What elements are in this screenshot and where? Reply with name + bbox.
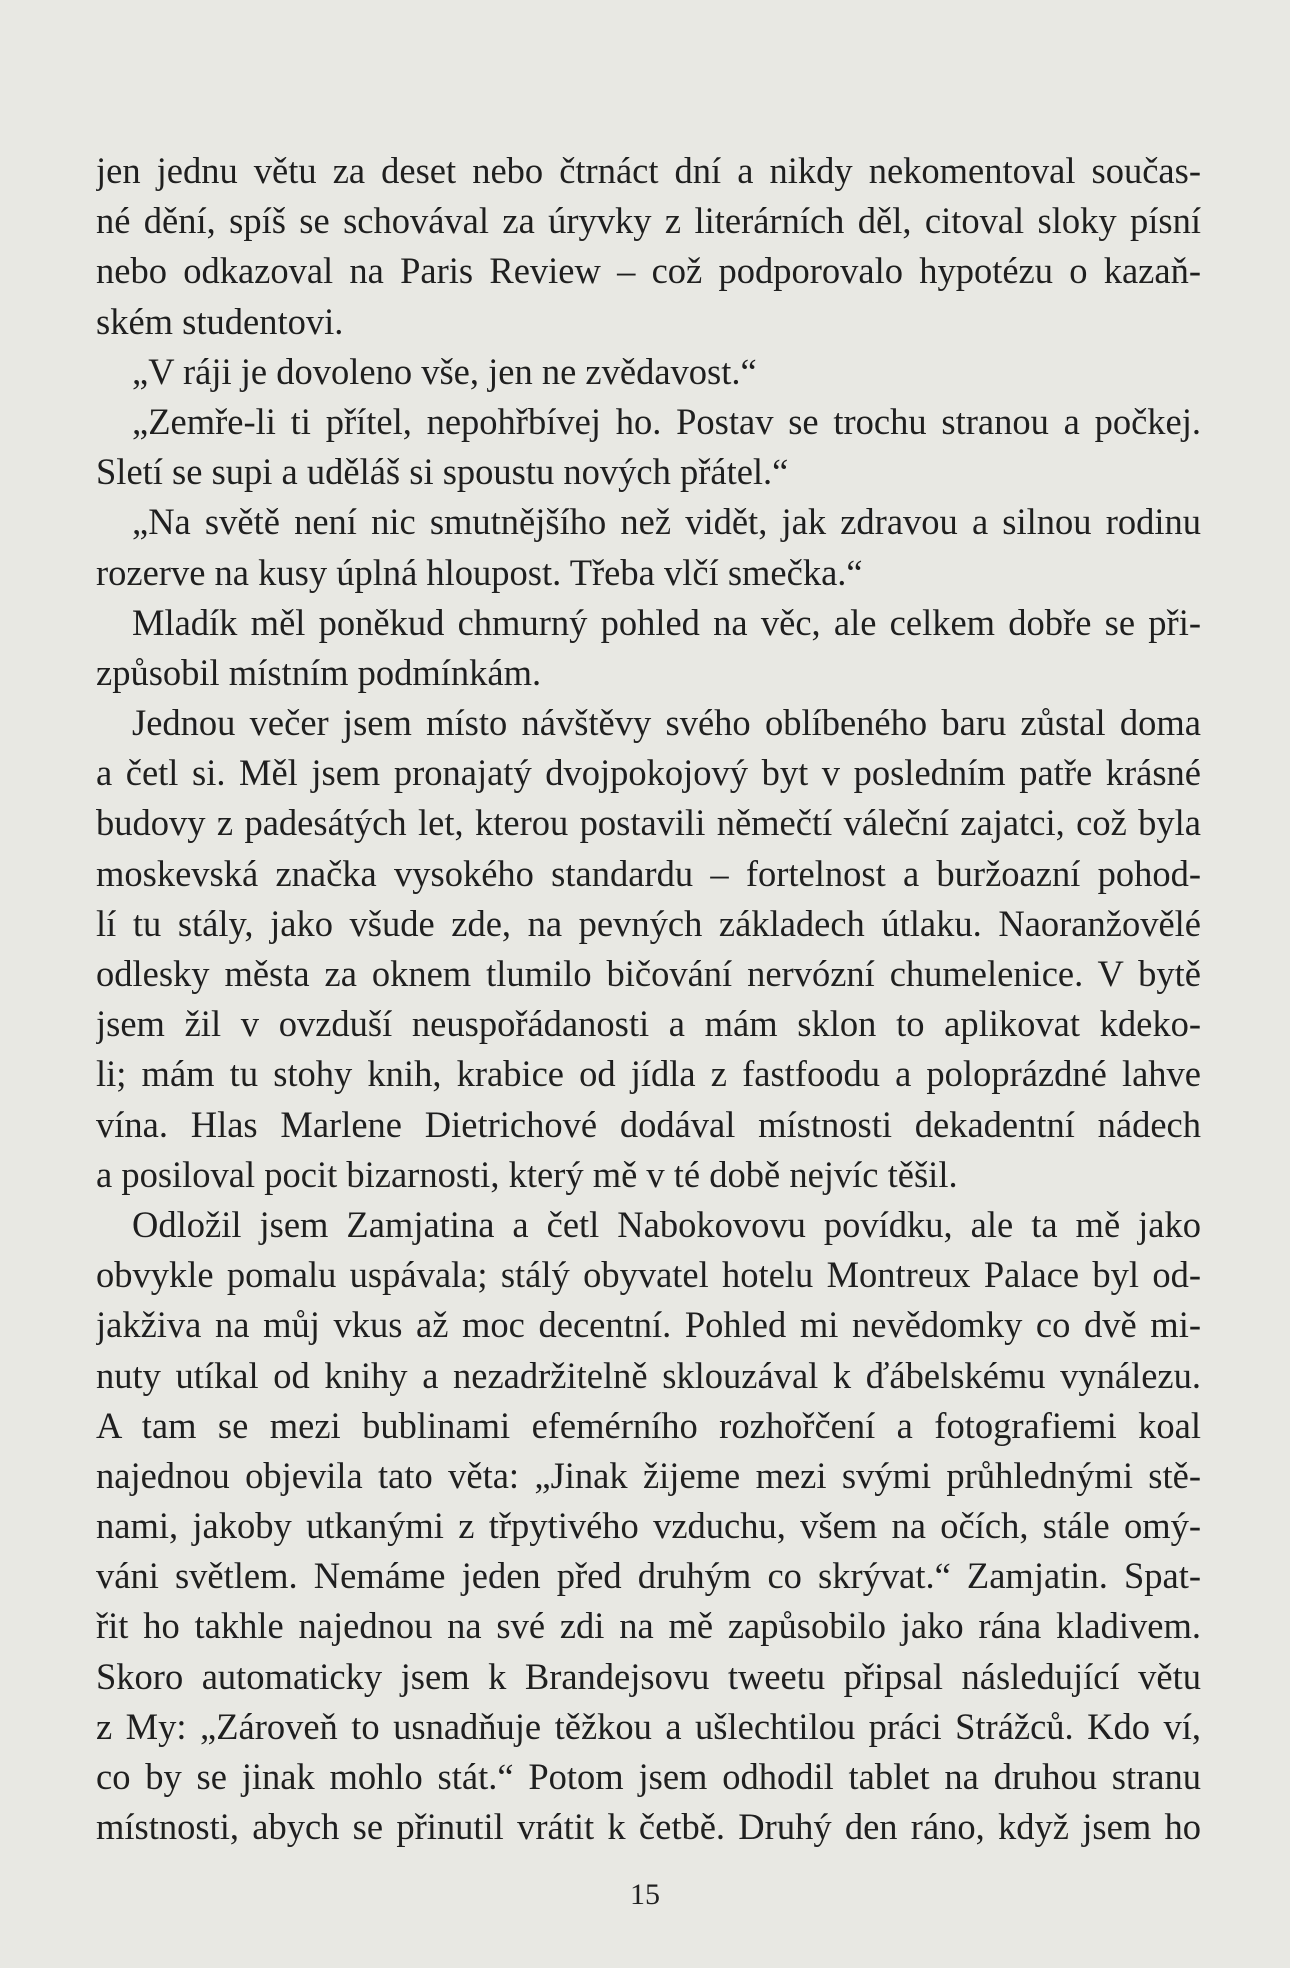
text-line: Jednou večer jsem místo návštěvy svého oblíbeného baru zůstal doma (132, 702, 1201, 744)
text-line: né dění, spíš se schovával za úryvky z literárních děl, citoval sloky písní (96, 200, 1201, 242)
text-line: jsem žil v ovzduší neuspořádanosti a mám sklon to aplikovat kdeko- (96, 1003, 1201, 1045)
text-line: moskevská značka vysokého standardu – fortelnost a buržoazní pohod- (96, 852, 1201, 894)
text-line: váni světlem. Nemáme jeden před druhým co skrývat.“ Zamjatin. Spat- (96, 1555, 1201, 1597)
body-text (96, 146, 1201, 1852)
text-line: nebo odkazoval na Paris Review – což podporovalo hypotézu o kazaň- (96, 250, 1201, 292)
text-line: odlesky města za oknem tlumilo bičování nervózní chumelenice. V bytě (96, 953, 1201, 994)
text-line: jen jednu větu za deset nebo čtrnáct dní a nikdy nekomentoval součas- (96, 150, 1201, 191)
text-line: rozerve na kusy úplná hloupost. Třeba vlčí smečka.“ (96, 551, 863, 593)
text-line: „Na světě není nic smutnějšího než vidět, jak zdravou a silnou rodinu (132, 501, 1201, 543)
text-line: způsobil místním podmínkám. (96, 651, 542, 693)
text-line: „V ráji je dovoleno vše, jen ne zvědavost.“ (132, 350, 757, 392)
text-line: z My: „Zároveň to usnadňuje těžkou a ušlechtilou práci Strážců. Kdo ví, (96, 1705, 1201, 1747)
text-line: budovy z padesátých let, kterou postavili němečtí váleční zajatci, což byla (96, 802, 1201, 844)
text-line: Sletí se supi a uděláš si spoustu nových přátel.“ (96, 451, 789, 493)
text-line: Skoro automaticky jsem k Brandejsovu tweetu připsal následující větu (96, 1655, 1201, 1697)
text-line: najednou objevila tato věta: „Jinak žijeme mezi svými průhlednými stě- (96, 1454, 1201, 1496)
text-line: vína. Hlas Marlene Dietrichové dodával místnosti dekadentní nádech (96, 1103, 1201, 1145)
text-line: A tam se mezi bublinami efemérního rozhořčení a fotografiemi koal (96, 1404, 1201, 1446)
text-line: Odložil jsem Zamjatina a četl Nabokovovu povídku, ale ta mě jako (132, 1203, 1201, 1245)
text-line: řit ho takhle najednou na své zdi na mě zapůsobilo jako rána kladivem. (96, 1605, 1201, 1647)
text-line: nuty utíkal od knihy a nezadržitelně sklouzával k ďábelskému vynálezu. (96, 1354, 1201, 1396)
text-line: a posiloval pocit bizarnosti, který mě v té době nejvíc těšil. (96, 1153, 958, 1195)
text-line: co by se jinak mohlo stát.“ Potom jsem odhodil tablet na druhou stranu (96, 1756, 1201, 1797)
text-line: „Zemře-li ti přítel, nepohřbívej ho. Postav se trochu stranou a počkej. (132, 400, 1201, 442)
text-line: místnosti, abych se přinutil vrátit k četbě. Druhý den ráno, když jsem ho (96, 1806, 1201, 1848)
text-line: lí tu stály, jako všude zde, na pevných základech útlaku. Naoranžovělé (96, 902, 1201, 944)
text-line: nami, jakoby utkanými z třpytivého vzduchu, všem na očích, stále omý- (96, 1505, 1201, 1547)
text-line: Mladík měl poněkud chmurný pohled na věc, ale celkem dobře se při- (132, 601, 1201, 643)
text-line: li; mám tu stohy knih, krabice od jídla z fastfoodu a poloprázdné lahve (96, 1053, 1201, 1095)
text-line: obvykle pomalu uspávala; stálý obyvatel hotelu Montreux Palace byl od- (96, 1254, 1201, 1296)
text-line: jakživa na můj vkus až moc decentní. Pohled mi nevědomky co dvě mi- (96, 1304, 1201, 1346)
page-number: 15 (630, 1878, 660, 1911)
text-line: a četl si. Měl jsem pronajatý dvojpokojový byt v posledním patře krásné (96, 752, 1201, 794)
text-line: ském studentovi. (96, 300, 344, 342)
